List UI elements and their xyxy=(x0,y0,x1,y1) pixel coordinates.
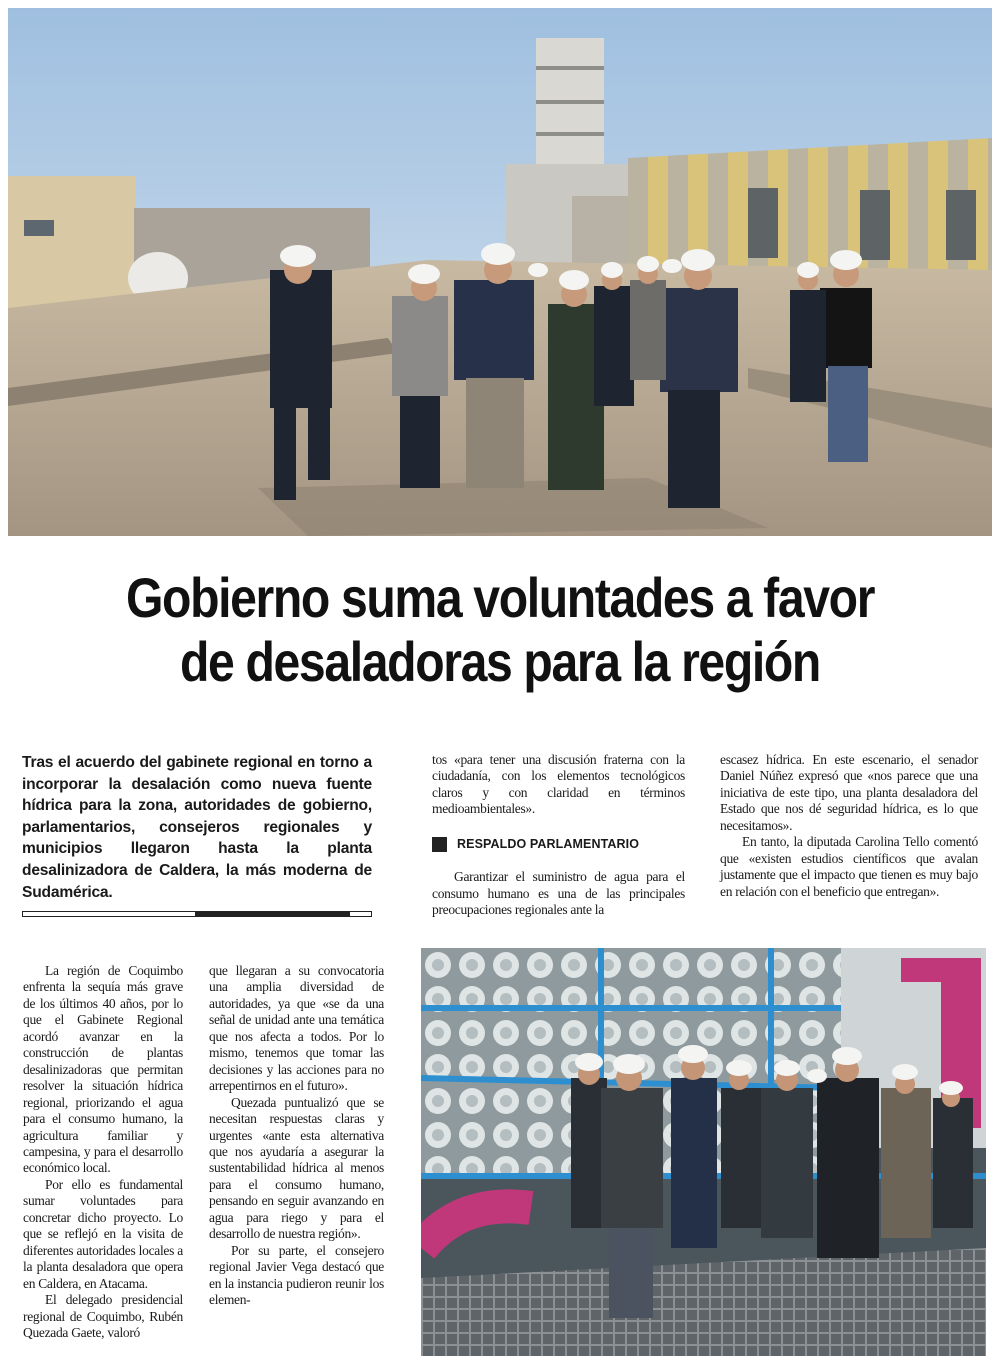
article-paragraph: que llegaran a su convocatoria una amplia diversidad de autoridades, ya que «se da una señal de unidad ante una temática que nos afecta a todos. Por lo mismo, tenemos que tomar las decisiones y las acciones para no arrepentirnos en el futuro». xyxy=(209,963,384,1094)
article-paragraph: Garantizar el suministro de agua para el consumo humano es una de las principales preocupaciones regionales ante la xyxy=(432,869,685,918)
photo-plant-exterior-tour xyxy=(8,8,992,536)
lead-paragraph: Tras el acuerdo del gabinete regional en torno a incorporar la desalación como nueva fuente hídrica para la zona, autoridades de gobierno, parlamentarios, consejeros regionales y municipios llegaron hasta la planta desalinizadora de Caldera, la más moderna de Sudamérica. xyxy=(22,754,372,901)
article-paragraph: Quezada puntualizó que se necesitan respuestas claras y urgentes «ante esta alternativa que nos ayudaría a asegurar la sustentabilidad hídrica al menos para el consumo humano, pensando en seguir avanzando en agua para riego y para el desarrollo de nuestra región». xyxy=(209,1094,384,1242)
article-paragraph: Por ello es fundamental sumar voluntades para concretar dicho proyecto. Lo que se reflejó en la visita de diferentes autoridades locales a la planta desaladora que opera en Caldera, en Atacama. xyxy=(23,1176,183,1291)
section-subheading-label: RESPALDO PARLAMENTARIO xyxy=(457,836,640,851)
lead-divider-bar xyxy=(195,912,350,916)
article-column-lower-1 xyxy=(23,963,183,1341)
article-paragraph: Por su parte, el consejero regional Javier Vega destacó que en la instancia pudieron reunir los elemen- xyxy=(209,1242,384,1308)
headline-line-2: de desaladoras para la región xyxy=(180,630,820,693)
section-subheading xyxy=(432,836,685,852)
article-column-upper-3 xyxy=(720,752,978,900)
square-bullet-icon xyxy=(432,837,447,852)
article-paragraph: escasez hídrica. En este escenario, el senador Daniel Núñez expresó que «nos parece que una iniciativa de este tipo, una planta desaladora del Estado que nos dé seguridad hídrica, es lo que necesitamos». xyxy=(720,752,978,833)
article-paragraph: tos «para tener una discusión fraterna con la ciudadanía, con los elementos tecnológicos claros y con claridad en términos medioambientales». xyxy=(432,752,685,817)
article-column-upper-2 xyxy=(432,752,685,919)
photo-plant-interior-image xyxy=(421,948,986,1356)
photo-plant-interior-tour xyxy=(421,948,986,1356)
headline-line-1: Gobierno suma voluntades a favor xyxy=(125,566,875,629)
article-paragraph: En tanto, la diputada Carolina Tello comentó que «existen estudios científicos que avalan justamente que el impacto que tienen es muy bajo en relación con el beneficio que entregan». xyxy=(720,834,978,899)
headline xyxy=(70,566,930,694)
photo-plant-exterior-image xyxy=(8,8,992,536)
article-column-lower-2 xyxy=(209,963,384,1309)
article-paragraph: El delegado presidencial regional de Coquimbo, Rubén Quezada Gaete, valoró xyxy=(23,1292,183,1340)
article-paragraph: La región de Coquimbo enfrenta la sequía más grave de los últimos 40 años, por lo que el Gabinete Regional acordó avanzar en la construcción de plantas desalinizadoras que permitan resolver la situación hídrica regional, priorizando el agua para el consumo humano, la agricultura familiar y campesina, y para el desarrollo económico local. xyxy=(23,963,183,1176)
lead-divider xyxy=(22,911,372,917)
